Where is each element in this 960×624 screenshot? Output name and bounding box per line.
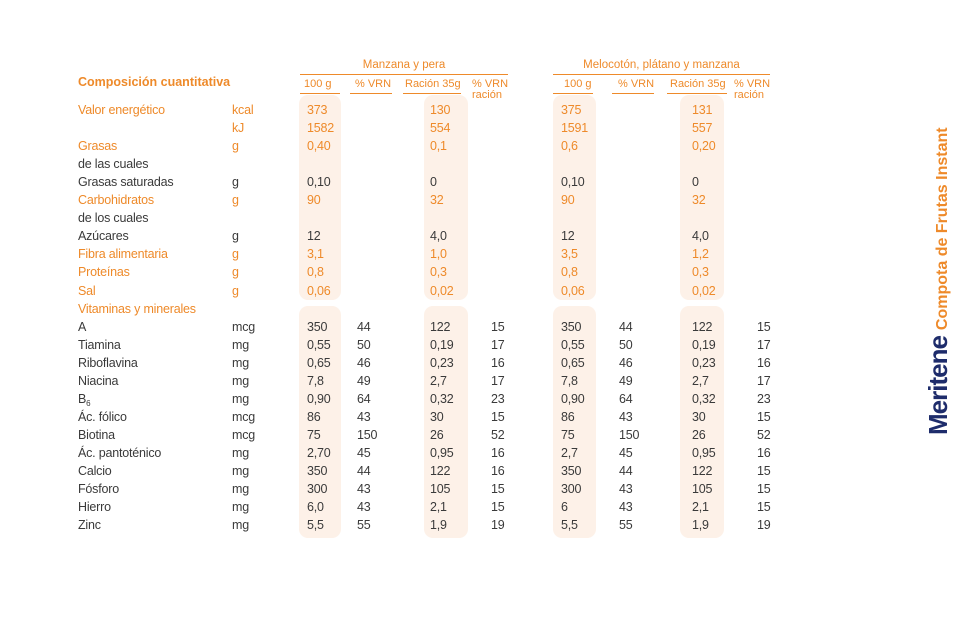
table-cell: 122 — [430, 319, 451, 334]
table-cell: 375 — [561, 103, 582, 117]
row-label: Fibra alimentaria — [78, 247, 168, 262]
table-cell: 0,90 — [561, 391, 585, 406]
table-cell: 15 — [757, 464, 771, 478]
row-label: A — [78, 319, 87, 334]
table-cell: 0,65 — [561, 355, 585, 370]
column-header: 100 g — [564, 78, 592, 90]
table-cell: 0 — [430, 175, 437, 190]
row-unit: kJ — [232, 121, 245, 136]
table-cell: 1,0 — [430, 247, 447, 262]
table-cell: 2,7 — [430, 373, 447, 388]
table-cell: 350 — [561, 464, 582, 478]
table-cell: 3,5 — [561, 247, 578, 262]
table-cell: 15 — [491, 482, 505, 497]
table-cell: 350 — [307, 464, 328, 478]
table-cell: 49 — [619, 373, 633, 388]
column-header: % VRN — [355, 78, 392, 90]
table-cell: 52 — [491, 427, 505, 442]
table-cell: 2,70 — [307, 445, 331, 460]
table-cell: 2,1 — [430, 500, 447, 515]
table-cell: 15 — [491, 409, 505, 424]
table-cell: 17 — [757, 373, 771, 388]
table-cell: 50 — [357, 337, 371, 352]
table-cell: 0,02 — [430, 283, 454, 298]
table-cell: 0,95 — [692, 445, 716, 460]
table-cell: 17 — [491, 337, 505, 352]
table-cell: 0,06 — [561, 283, 585, 298]
table-cell: 44 — [357, 464, 371, 478]
table-cell: 1,2 — [692, 247, 709, 262]
table-cell: 0,06 — [307, 283, 331, 298]
table-cell: 30 — [430, 409, 444, 424]
row-unit: mg — [232, 482, 249, 497]
table-cell: 0,8 — [307, 265, 324, 280]
table-cell: 5,5 — [561, 518, 578, 533]
table-cell: 2,1 — [692, 500, 709, 515]
table-cell: 30 — [692, 409, 706, 424]
table-cell: 43 — [619, 409, 633, 424]
table-cell: 0,8 — [561, 265, 578, 280]
table-cell: 131 — [692, 103, 713, 117]
table-cell: 49 — [357, 373, 371, 388]
row-label: Riboflavina — [78, 355, 138, 370]
row-unit: g — [232, 283, 239, 298]
table-cell: 0,32 — [692, 391, 716, 406]
table-cell: 32 — [692, 193, 706, 208]
table-cell: 75 — [307, 427, 321, 442]
table-cell: 86 — [307, 409, 321, 424]
table-cell: 90 — [561, 193, 575, 208]
table-cell: 4,0 — [430, 229, 447, 244]
row-unit: kcal — [232, 103, 254, 117]
table-cell: 0,23 — [692, 355, 716, 370]
table-cell: 350 — [307, 319, 328, 334]
row-unit: g — [232, 193, 239, 208]
column-header: 100 g — [304, 78, 332, 90]
table-cell: 15 — [491, 319, 505, 334]
row-label: Fósforo — [78, 482, 119, 497]
row-unit: mg — [232, 373, 249, 388]
table-cell: 44 — [619, 464, 633, 478]
column-header: Ración 35g — [670, 78, 726, 90]
table-cell: 0,3 — [692, 265, 709, 280]
table-cell: 15 — [491, 500, 505, 515]
table-cell: 0,19 — [430, 337, 454, 352]
table-cell: 17 — [491, 373, 505, 388]
header-rule-b2 — [612, 93, 654, 94]
table-cell: 105 — [692, 482, 713, 497]
table-cell: 44 — [619, 319, 633, 334]
table-cell: 75 — [561, 427, 575, 442]
table-cell: 55 — [619, 518, 633, 533]
row-label: Calcio — [78, 464, 112, 478]
row-label: Biotina — [78, 427, 115, 442]
table-cell: 16 — [757, 355, 771, 370]
table-cell: 3,1 — [307, 247, 324, 262]
table-cell: 6 — [561, 500, 568, 515]
table-cell: 0,6 — [561, 139, 578, 154]
table-cell: 150 — [357, 427, 378, 442]
row-unit: mg — [232, 355, 249, 370]
table-cell: 0,1 — [430, 139, 447, 154]
table-cell: 15 — [757, 409, 771, 424]
table-cell: 0,55 — [307, 337, 331, 352]
row-label: Niacina — [78, 373, 119, 388]
table-cell: 1,9 — [430, 518, 447, 533]
table-cell: 16 — [757, 445, 771, 460]
table-cell: 46 — [619, 355, 633, 370]
row-unit: mg — [232, 391, 249, 406]
table-cell: 300 — [307, 482, 328, 497]
row-unit: g — [232, 175, 239, 190]
table-title: Composición cuantitativa — [78, 75, 231, 89]
table-cell: 43 — [357, 409, 371, 424]
table-cell: 0,55 — [561, 337, 585, 352]
table-cell: 50 — [619, 337, 633, 352]
table-cell: 43 — [357, 482, 371, 497]
table-cell: 0,3 — [430, 265, 447, 280]
row-label: Proteínas — [78, 265, 130, 280]
row-unit: mg — [232, 500, 249, 515]
row-label: Hierro — [78, 500, 111, 515]
row-unit: mg — [232, 445, 249, 460]
table-cell: 6,0 — [307, 500, 324, 515]
row-label: de los cuales — [78, 211, 149, 226]
row-unit: mcg — [232, 409, 256, 424]
table-cell: 17 — [757, 337, 771, 352]
row-label: de las cuales — [78, 157, 149, 172]
table-cell: 373 — [307, 103, 328, 117]
table-cell: 19 — [757, 518, 771, 533]
row-unit: g — [232, 247, 239, 262]
row-label: Ác. pantoténico — [78, 445, 162, 460]
table-cell: 0,65 — [307, 355, 331, 370]
header-rule-b1 — [553, 93, 593, 94]
table-cell: 0,20 — [692, 139, 716, 154]
table-cell: 554 — [430, 121, 451, 136]
table-cell: 19 — [491, 518, 505, 533]
table-cell: 7,8 — [307, 373, 324, 388]
group-underline-b — [553, 74, 770, 75]
row-unit: g — [232, 265, 239, 280]
table-cell: 0,40 — [307, 139, 331, 154]
row-label: Sal — [78, 283, 96, 298]
table-cell: 122 — [692, 319, 713, 334]
header-rule-a3 — [403, 93, 461, 94]
table-cell: 122 — [692, 464, 713, 478]
table-cell: 1582 — [307, 121, 335, 136]
table-cell: 5,5 — [307, 518, 324, 533]
table-cell: 0,95 — [430, 445, 454, 460]
header-rule-b3 — [667, 93, 727, 94]
column-header: % VRN — [618, 78, 655, 90]
brand-block — [923, 127, 954, 435]
group-header-b: Melocotón, plátano y manzana — [583, 59, 740, 71]
table-cell: 1591 — [561, 121, 589, 136]
row-label: Ác. fólico — [78, 409, 127, 424]
table-cell: 64 — [357, 391, 371, 406]
table-cell: 44 — [357, 319, 371, 334]
table-cell: 0,90 — [307, 391, 331, 406]
table-cell: 4,0 — [692, 229, 709, 244]
table-cell: 0,10 — [561, 175, 585, 190]
table-cell: 0,10 — [307, 175, 331, 190]
row-label: Grasas saturadas — [78, 175, 174, 190]
row-unit: g — [232, 139, 239, 154]
table-cell: 150 — [619, 427, 640, 442]
product-name: Compota de Frutas Instant — [934, 127, 951, 331]
table-cell: 12 — [561, 229, 575, 244]
table-cell: 86 — [561, 409, 575, 424]
table-cell: 0 — [692, 175, 699, 190]
column-header: Ración 35g — [405, 78, 461, 90]
table-cell: 122 — [430, 464, 451, 478]
table-cell: 350 — [561, 319, 582, 334]
row-label: Carbohidratos — [78, 193, 154, 208]
table-cell: 16 — [491, 355, 505, 370]
group-header-a: Manzana y pera — [362, 59, 446, 71]
brand-logo: Meritene — [923, 336, 953, 435]
table-cell: 12 — [307, 229, 321, 244]
table-cell: 0,23 — [430, 355, 454, 370]
table-cell: 15 — [757, 482, 771, 497]
table-cell: 130 — [430, 103, 451, 117]
table-cell: 52 — [757, 427, 771, 442]
header-rule-a1 — [300, 93, 340, 94]
table-cell: 90 — [307, 193, 321, 208]
table-cell: 16 — [491, 464, 505, 478]
column-header: % VRN ración — [472, 78, 509, 101]
table-cell: 23 — [757, 391, 771, 406]
table-cell: 300 — [561, 482, 582, 497]
row-label: Valor energético — [78, 103, 165, 117]
table-cell: 43 — [619, 482, 633, 497]
header-rule-a2 — [350, 93, 392, 94]
row-unit: mg — [232, 464, 249, 478]
table-cell: 1,9 — [692, 518, 709, 533]
table-cell: 0,32 — [430, 391, 454, 406]
table-cell: 2,7 — [561, 445, 578, 460]
table-cell: 32 — [430, 193, 444, 208]
table-cell: 7,8 — [561, 373, 578, 388]
table-cell: 43 — [357, 500, 371, 515]
row-label: Zinc — [78, 518, 101, 533]
column-header: % VRN ración — [734, 78, 771, 101]
row-unit: g — [232, 229, 239, 244]
row-label: Azúcares — [78, 229, 129, 244]
table-cell: 26 — [430, 427, 444, 442]
table-cell: 15 — [757, 319, 771, 334]
group-underline-a — [300, 74, 508, 75]
table-cell: 45 — [357, 445, 371, 460]
table-cell: 2,7 — [692, 373, 709, 388]
table-cell: 23 — [491, 391, 505, 406]
table-cell: 0,02 — [692, 283, 716, 298]
table-cell: 55 — [357, 518, 371, 533]
table-cell: 64 — [619, 391, 633, 406]
row-label: $B_6$ — [78, 391, 91, 408]
row-label: Vitaminas y minerales — [78, 301, 196, 316]
table-cell: 0,19 — [692, 337, 716, 352]
row-unit: mg — [232, 518, 249, 533]
table-cell: 46 — [357, 355, 371, 370]
table-cell: 43 — [619, 500, 633, 515]
table-cell: 16 — [491, 445, 505, 460]
table-cell: 105 — [430, 482, 451, 497]
table-cell: 15 — [757, 500, 771, 515]
row-unit: mcg — [232, 319, 256, 334]
row-unit: mg — [232, 337, 249, 352]
table-cell: 45 — [619, 445, 633, 460]
row-unit: mcg — [232, 427, 256, 442]
row-label: Grasas — [78, 139, 118, 154]
table-cell: 557 — [692, 121, 713, 136]
table-cell: 26 — [692, 427, 706, 442]
row-label: Tiamina — [78, 337, 121, 352]
